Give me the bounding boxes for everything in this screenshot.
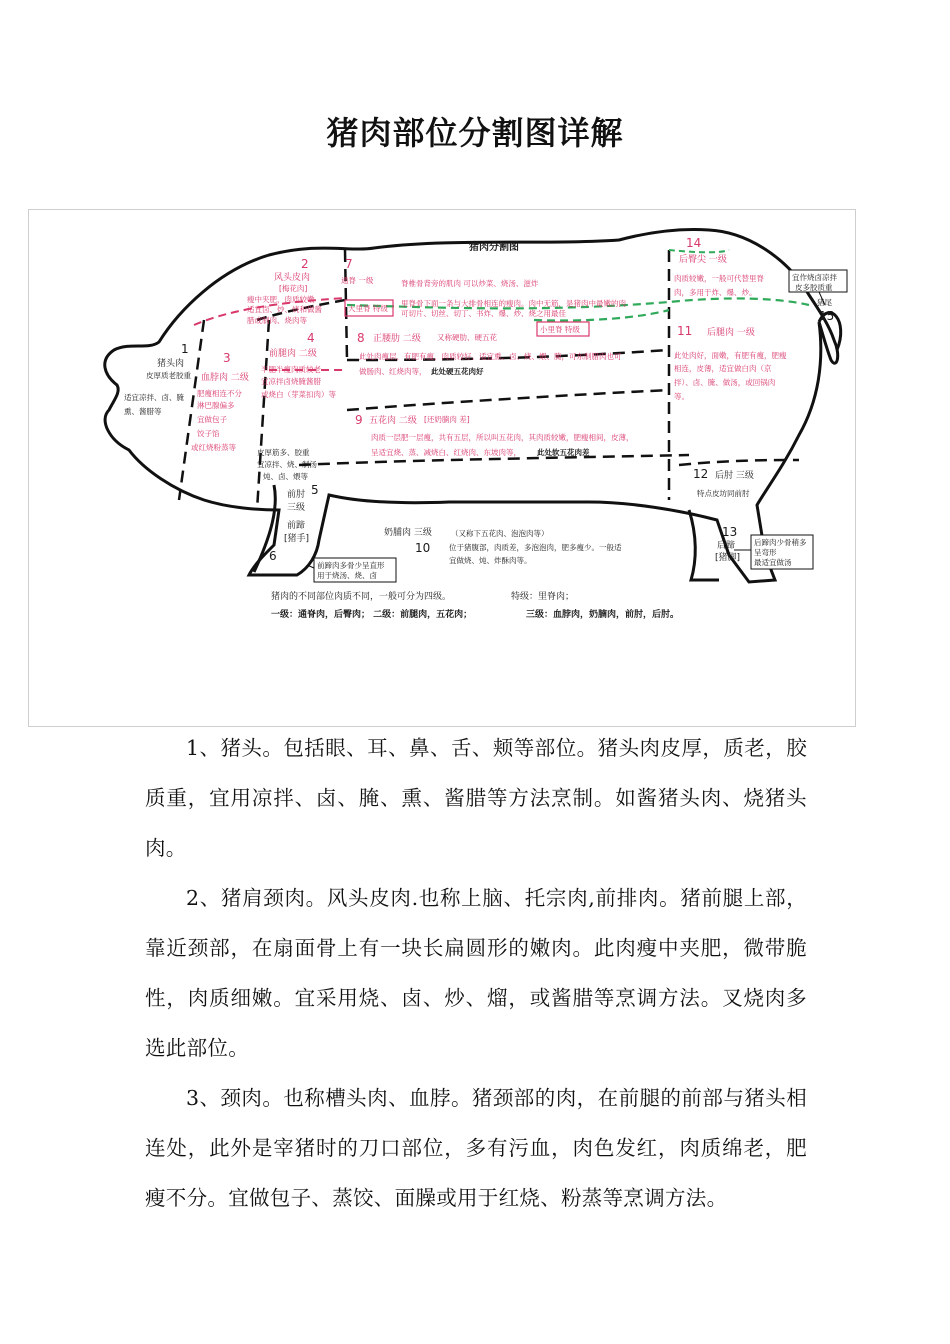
part-number-6: 6: [269, 549, 277, 563]
part-label: 通脊 一级: [341, 276, 374, 285]
part-desc: 宜做烧、炖、炸酥肉等。: [449, 556, 532, 565]
part-desc: 腊或制肉、烧肉等: [247, 316, 307, 325]
part-desc: 皮多胶质重: [795, 283, 833, 292]
part-number-5: 5: [311, 483, 319, 497]
part-label: 风头皮肉: [274, 273, 311, 283]
part-desc: 熏、酱腊等: [124, 407, 162, 416]
part-desc: 炖、卤、煨等: [263, 472, 308, 481]
part-desc: 特点皮坊同前肘: [697, 489, 750, 498]
part-desc: （又称下五花肉、泡泡肉等）: [451, 529, 549, 538]
part-desc: 可切片、切丝、切丁、书炸、爆、炒、烧之用最佳: [401, 309, 566, 318]
part-desc: 此处肉好，面嫩，有肥有瘦，肥瘦: [674, 351, 787, 360]
part-desc: 肉质一层肥一层瘦，共有五层，所以叫五花肉，其肉质较嫩，肥瘦相间，皮薄，: [371, 433, 634, 442]
part-label: 前腿肉 二级: [269, 349, 317, 359]
part-label: 后腿肉 一级: [707, 328, 755, 338]
part-number-13: 13: [722, 525, 738, 539]
part-desc: 拌）、卤、腌、做汤，或回锅肉: [674, 378, 776, 387]
part-desc: 瘦中夹肥，肉质较嫩: [247, 295, 315, 304]
article-body: [145, 723, 807, 1223]
part-desc: 相连，皮薄，适宜做白肉（京: [674, 364, 772, 373]
part-number-7: 7: [345, 257, 353, 271]
part-label: 奶脯肉 三级: [384, 528, 432, 538]
part-desc: 皮厚筋多、胶重: [257, 448, 310, 457]
part-desc: 肥瘦相连不分: [197, 389, 242, 398]
part-label: 后蹄: [717, 541, 736, 551]
part-desc: 宜凉拌、烧、制汤: [257, 460, 317, 469]
diagram-heading: 猪肉分割图: [469, 242, 519, 253]
part-number-10: 10: [415, 541, 431, 555]
part-number-8: 8: [357, 331, 365, 345]
part-label: 前蹄: [287, 521, 306, 531]
part-number-2: 2: [301, 257, 309, 271]
part-label: 正腰肋 二级: [373, 334, 421, 344]
grade-note: 特级：里脊肉；: [511, 592, 575, 602]
part-desc: 饺子馅: [197, 429, 220, 438]
part-desc: 里脊骨下面一条与大排骨相连的瘦肉。肉中无筋，是猪肉中最嫩的肉: [401, 299, 626, 308]
part-label: [猪手]: [284, 534, 310, 544]
part-desc: 皮厚质老胶重: [146, 371, 191, 380]
part-desc: [梅花肉]: [279, 284, 308, 293]
part-label: 猪尾: [817, 298, 832, 307]
part-label: 血脖肉 二级: [201, 373, 249, 383]
part-number-4: 4: [307, 331, 315, 345]
part-desc: 后蹄肉少骨稍多: [754, 538, 807, 547]
part-desc: 最适宜做汤: [754, 558, 792, 567]
part-desc: 位于猪腹部，肉质差，多泡泡肉，肥多瘦少。一般适: [449, 543, 622, 552]
part-desc: 适宜凉拌、卤、腌: [124, 393, 184, 402]
part-desc: 半肥半瘦肉质较老: [261, 365, 321, 374]
paragraph: 3、颈肉。也称槽头肉、血脖。猪颈部的肉，在前腿的前部与猪头相连处，此外是宰猪时的刀口部位，多有污血，肉色发红，肉质绵老，肥瘦不分。宜做包子、蒸饺、面臊或用于红烧、粉蒸等烹调方法。: [145, 1086, 807, 1210]
part-desc: 肉，多用于炸、爆、炒。: [674, 288, 757, 297]
part-desc: 呈弯形: [754, 548, 777, 557]
part-label: 小里脊 特级: [540, 325, 580, 334]
part-desc: 淋巴腺偏多: [197, 401, 235, 410]
page-title: 猪肉部位分割图详解: [326, 114, 624, 152]
part-label: 后臀尖 一级: [679, 255, 727, 265]
part-label: 猪头肉: [157, 359, 185, 369]
part-desc: 或烧白（芽菜扣肉）等: [261, 390, 336, 399]
part-number-11: 11: [677, 324, 693, 338]
part-number-12: 12: [693, 467, 709, 481]
grade-note: 一级：通脊肉，后臀肉； 二级：前腿肉，五花肉；: [271, 610, 473, 620]
part-desc: 肉质较嫩，一般可代替里脊: [674, 274, 764, 283]
part-note: 此处软五花肉差: [537, 448, 590, 457]
part-label: 三级: [287, 503, 306, 513]
part-number-3: 3: [223, 351, 231, 365]
part-number-14: 14: [686, 236, 702, 250]
paragraph: 1、猪头。包括眼、耳、鼻、舌、颊等部位。猪头肉皮厚，质老，胶质重，宜用凉拌、卤、腌、熏、酱腊等方法烹制。如酱猪头肉、烧猪头肉。: [145, 736, 807, 860]
part-desc: 或红烧粉蒸等: [191, 443, 236, 452]
part-desc: 宜作烧卤凉拌: [792, 273, 837, 282]
part-label: 大里脊 特级: [348, 304, 388, 313]
part-desc: 前蹄肉多骨少呈直形: [317, 561, 385, 570]
part-label: 前肘: [287, 490, 306, 500]
part-desc: 脊椎骨背旁的肌肉 可以炒菜、烧汤、滋炸: [401, 279, 539, 288]
part-desc: 又称硬肋、硬五花: [437, 333, 497, 342]
part-desc: 此处肉瘦层，有肥有瘦，肉质较好。适宜熏、卤、烧、煨、腌，可东制腊肉也可: [359, 352, 622, 361]
part-label: 五花肉 二级: [369, 416, 417, 426]
part-number-15: 15: [819, 309, 835, 323]
part-label: [猪脚]: [715, 553, 741, 563]
grade-note: 三级：血脖肉，奶腩肉，前肘，后肘。: [526, 610, 680, 620]
paragraph: 2、猪肩颈肉。风头皮肉.也称上脑、托宗肉,前排肉。猪前腿上部，靠近颈部，在扇面骨上有一块长扁圆形的嫩肉。此肉瘦中夹肥，微带脆性，肉质细嫩。宜采用烧、卤、炒、熘，或酱腊等烹调方法。叉烧肉多选此部位。: [145, 886, 807, 1060]
grade-note: 猪肉的不同部位肉质不同，一般可分为四级。: [271, 592, 452, 602]
part-number-9: 9: [355, 413, 363, 427]
part-desc: 等。: [674, 392, 689, 401]
part-desc: 呈适宜烧、蒸、减烧白、红烧肉、东坡肉等，: [371, 448, 521, 457]
pig-cut-diagram: [28, 209, 856, 727]
part-desc: 做肠肉、红烧肉等，: [359, 367, 427, 376]
part-note: 此处硬五花肉好: [431, 367, 484, 376]
part-desc: 宜凉拌卤烧腌酱腊: [261, 377, 321, 386]
part-label: 后肘 三级: [715, 471, 754, 481]
part-desc: 用于烧汤、烧、卤: [317, 571, 377, 580]
part-number-1: 1: [181, 342, 189, 356]
part-desc: 宜做包子: [197, 415, 227, 424]
part-desc: 适宜卤、炒、烧和做酱: [247, 305, 322, 314]
pig-outline-illustration: [29, 210, 857, 728]
part-desc: [还奶腩肉 差]: [424, 415, 470, 424]
